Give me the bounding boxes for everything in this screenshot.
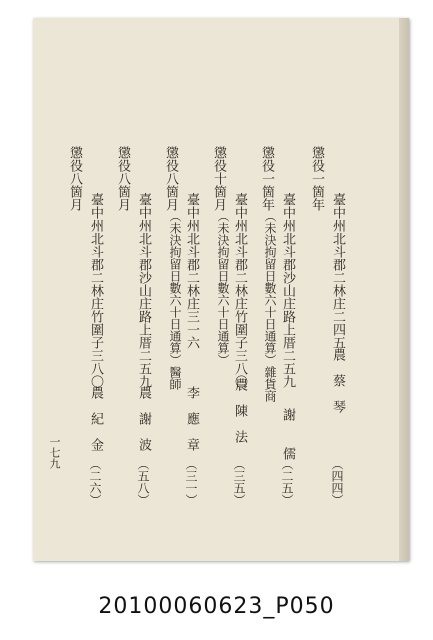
image-caption: 20100060623_P050 bbox=[98, 594, 335, 619]
entry-2-address: 臺中州北斗郡沙山庄路上厝二五九 bbox=[280, 193, 295, 388]
entry-1-sentence: 懲役一箇年 bbox=[309, 146, 324, 211]
page-binding-edge bbox=[399, 18, 409, 561]
entry-1-name: 農 蔡 琴 bbox=[330, 348, 345, 413]
book-page bbox=[33, 18, 409, 561]
entry-5-age: （五八） bbox=[136, 458, 150, 506]
entry-5-sentence: 懲役八箇月 bbox=[115, 146, 130, 211]
entry-4-occupation: （未決拘留日數六十日通算）醫師 bbox=[168, 210, 182, 390]
entry-4-name: 李 應 章 bbox=[184, 386, 199, 451]
entry-6-sentence: 懲役八箇月 bbox=[67, 146, 82, 211]
entry-3-age: （三五） bbox=[232, 458, 246, 506]
page-number: 一七九 bbox=[48, 436, 61, 469]
entry-1-address: 臺中州北斗郡二林庄二四五 bbox=[330, 193, 345, 349]
entry-3-name: 農 陳 法 bbox=[232, 378, 247, 443]
entry-2-occupation: （未決拘留日數六十日通算）雜貨商 bbox=[263, 210, 277, 402]
entry-3-sentence: 懲役十箇月 bbox=[211, 146, 226, 211]
entry-4-address: 臺中州北斗郡二林庄三一六 bbox=[184, 193, 199, 349]
entry-6-age: （二六） bbox=[88, 458, 102, 506]
entry-2-sentence: 懲役一箇年 bbox=[259, 146, 274, 211]
entry-4-sentence: 懲役八箇月 bbox=[163, 146, 178, 211]
entry-5-name: 農 謝 波 bbox=[136, 386, 151, 451]
entry-2-name: 謝 儒 bbox=[280, 408, 295, 460]
entry-6-address: 臺中州北斗郡二林庄竹圍子三八〇 bbox=[88, 193, 103, 388]
entry-4-age: （三一） bbox=[184, 458, 198, 506]
entry-6-name: 農 紀 金 bbox=[88, 386, 103, 451]
entry-3-address: 臺中州北斗郡二林庄竹圍子三八〇 bbox=[232, 193, 247, 388]
entry-2-age: （二五） bbox=[280, 458, 294, 506]
entry-3-occupation: （未決拘留日數六十日通算） bbox=[216, 210, 230, 366]
entry-1-age: （四四） bbox=[330, 458, 344, 506]
entry-5-address: 臺中州北斗郡沙山庄路上厝二五九 bbox=[136, 193, 151, 388]
